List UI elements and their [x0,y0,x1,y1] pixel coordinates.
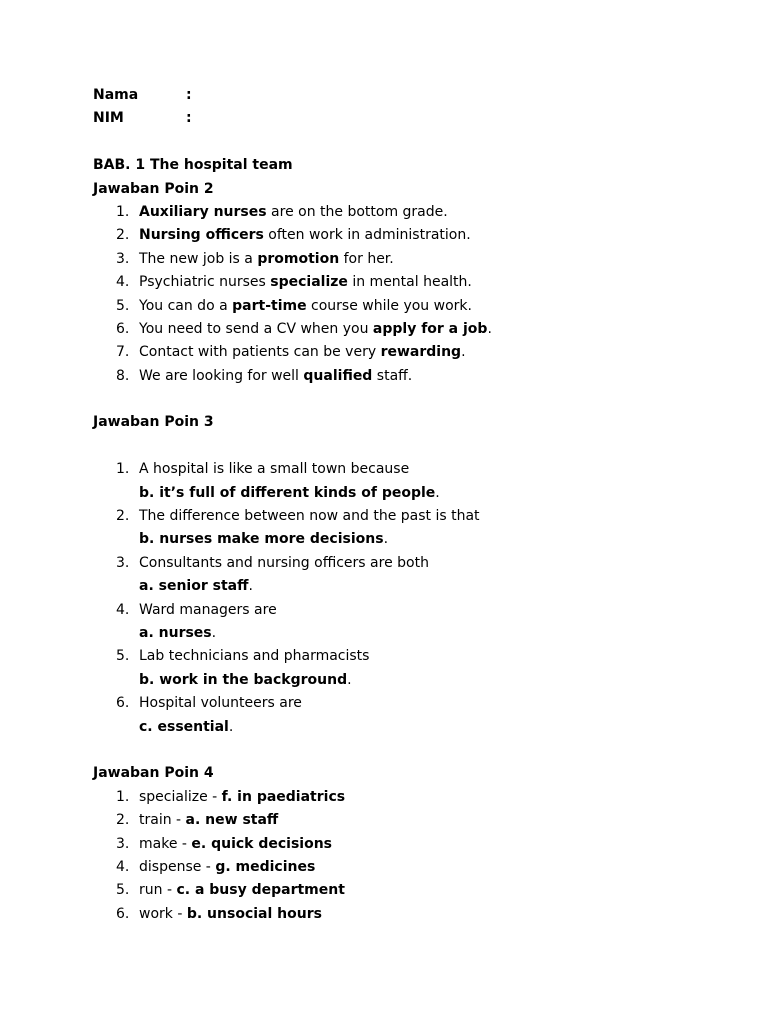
item-question: The difference between now and the past is that [139,508,480,525]
item-answer: b. unsocial hours [186,905,322,922]
list-item-answer [93,482,733,505]
chapter-title: BAB. 1 The hospital team [93,157,293,174]
item-text: . [487,320,492,337]
list-item-question [93,458,733,481]
item-text: You can do a [139,297,233,314]
item-answer: Nursing officers [139,227,264,244]
item-question: Ward managers are [139,601,277,618]
item-number: 8. [116,367,130,384]
list-item-answer [93,575,733,598]
poin4-heading: Jawaban Poin 4 [93,765,214,782]
item-number: 5. [116,882,130,899]
item-number: 3. [116,554,130,571]
item-text: often work in administration. [263,227,471,244]
item-text: We are looking for well [139,367,304,384]
item-period: . [435,484,440,501]
document-page [93,84,733,926]
item-text: are on the bottom grade. [266,203,448,220]
item-answer: f. in paediatrics [221,788,346,805]
item-number: 3. [116,250,130,267]
item-answer: part-time [232,297,307,314]
item-period: . [248,578,253,595]
list-item [93,201,733,224]
item-period: . [383,531,389,548]
nim-label: NIM [93,110,124,127]
item-number: 2. [116,227,130,244]
list-item-question [93,645,733,668]
item-answer: a. senior staff [139,578,249,595]
item-answer: a. nurses [139,624,212,641]
item-answer: rewarding [380,344,462,361]
spacer [93,739,733,762]
list-item [93,856,733,879]
list-item-answer [93,622,733,645]
list-item [93,833,733,856]
poin3-list [93,458,733,739]
list-item [93,365,733,388]
list-item [93,341,733,364]
item-text: You need to send a CV when you [139,320,373,337]
poin3-heading: Jawaban Poin 3 [93,414,214,431]
list-item [93,224,733,247]
list-item [93,786,733,809]
item-answer: c. essential [139,718,229,735]
item-number: 6. [116,905,130,922]
nim-field [93,107,733,130]
item-period: . [347,671,352,688]
list-item [93,271,733,294]
nama-field [93,84,733,107]
item-period: . [211,624,217,641]
item-number: 4. [116,601,130,618]
nama-label: Nama [93,87,139,103]
item-number: 4. [116,858,130,875]
item-number: 1. [116,461,130,478]
item-text: dispense - [139,858,216,875]
item-answer: b. it’s full of different kinds of people [139,484,436,501]
item-text: in mental health. [347,274,472,291]
list-item [93,295,733,318]
item-text: course while you work. [306,297,472,314]
item-number: 1. [116,788,130,805]
item-text: run - [139,882,177,899]
item-answer: Auxiliary nurses [139,203,267,220]
item-number: 4. [116,274,130,291]
item-text: staff. [372,367,413,384]
list-item [93,318,733,341]
list-item-question [93,552,733,575]
poin2-heading: Jawaban Poin 2 [93,180,214,197]
item-answer: b. work in the background [139,671,348,688]
list-item-question [93,599,733,622]
item-question: Hospital volunteers are [139,695,302,712]
item-number: 5. [116,648,130,665]
nama-colon: : [186,87,192,103]
item-number: 1. [116,203,130,220]
nim-colon: : [186,110,192,127]
item-answer: c. a busy department [176,882,345,899]
item-answer: promotion [257,250,340,267]
item-question: Consultants and nursing officers are both [139,554,429,571]
list-item [93,879,733,902]
list-item-answer [93,669,733,692]
item-number: 7. [116,344,130,361]
list-item-answer [93,528,733,551]
item-text: Psychiatric nurses [139,274,271,291]
item-number: 6. [116,695,130,712]
list-item [93,248,733,271]
item-answer: b. nurses make more decisions [139,531,384,548]
list-item [93,809,733,832]
item-text: work - [139,905,187,922]
item-period: . [228,718,234,735]
list-item-question [93,505,733,528]
spacer [93,131,733,154]
item-question: Lab technicians and pharmacists [139,648,370,665]
spacer [93,388,733,411]
item-number: 6. [116,320,130,337]
item-text: for her. [339,250,394,267]
item-number: 2. [116,812,130,829]
list-item-question [93,692,733,715]
item-answer: specialize [270,274,348,291]
item-answer: e. quick decisions [191,835,333,852]
spacer [93,435,733,458]
item-text: The new job is a [139,250,258,267]
item-question: A hospital is like a small town because [139,461,410,478]
item-text: specialize - [139,788,222,805]
item-text: make - [139,835,192,852]
item-text: . [461,344,466,361]
item-answer: a. new staff [185,812,279,829]
item-answer: g. medicines [215,858,316,875]
item-answer: qualified [303,367,373,384]
item-number: 5. [116,297,130,314]
item-text: train - [139,812,186,829]
poin4-list [93,786,733,926]
list-item [93,903,733,926]
list-item-answer [93,716,733,739]
item-number: 3. [116,835,130,852]
item-number: 2. [116,508,130,525]
item-answer: apply for a job [372,320,488,337]
poin2-list [93,201,733,388]
item-text: Contact with patients can be very [139,344,381,361]
